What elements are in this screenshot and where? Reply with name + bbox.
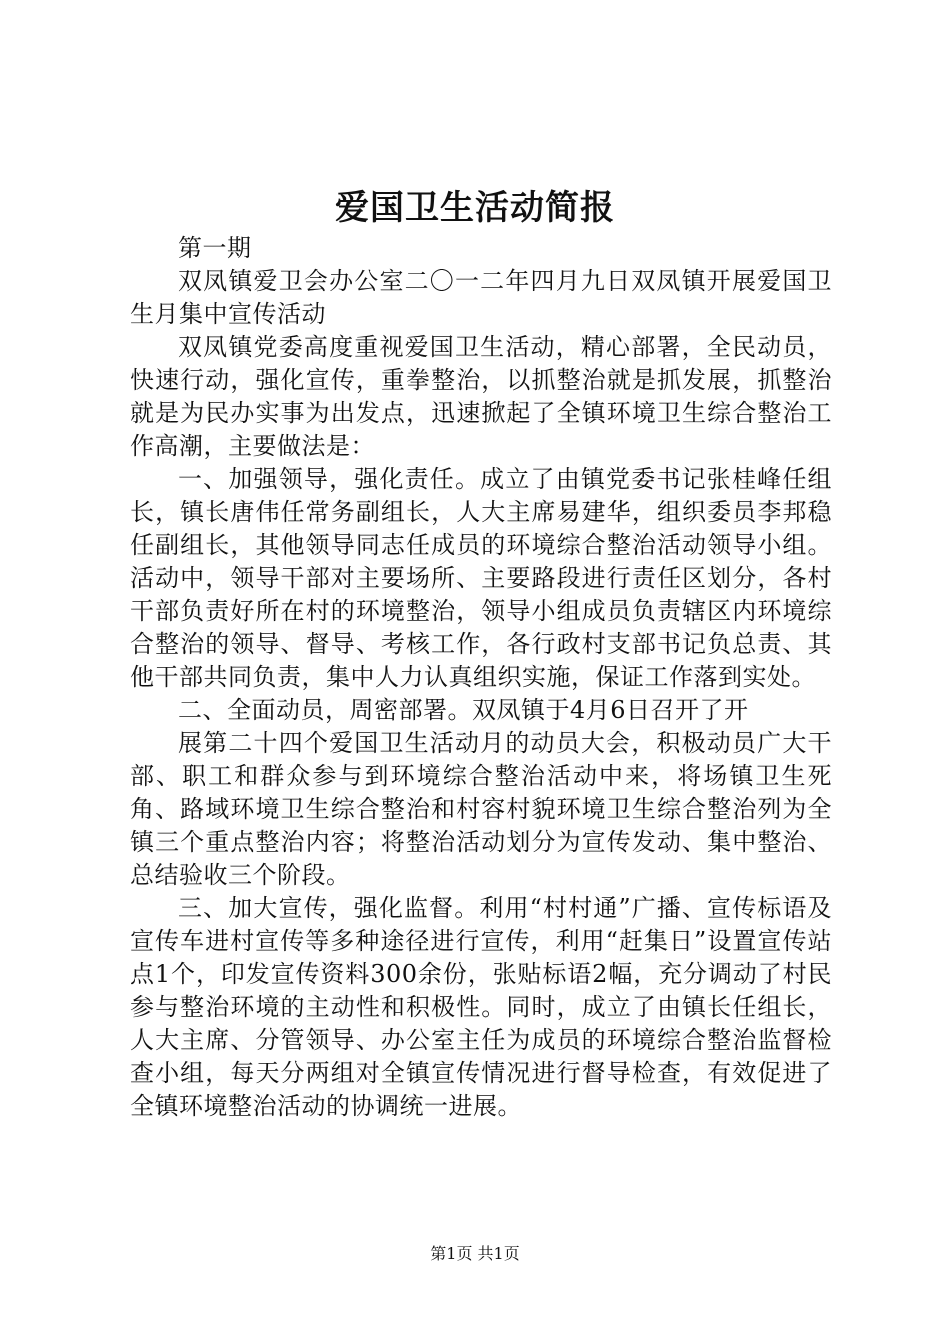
paragraph-section-1: 一、加强领导，强化责任。成立了由镇党委书记张桂峰任组长，镇长唐伟任常务副组长，人大主席易建华，组织委员李邦稳任副组长，其他领导同志任成员的环境综合整治活动领导小组。活动中，领导干部对主要场所、主要路段进行责任区划分，各村干部负责好所在村的环境整治，领导小组成员负责辖区内环境综合整治的领导、督导、考核工作，各行政村支部书记负总责、其他干部共同负责，集中人力认真组织实施，保证工作落到实处。: [130, 465, 832, 691]
paragraph-section-3: 三、加大宣传，强化监督。利用“村村通”广播、宣传标语及宣传车进村宣传等多种途径进行宣传，利用“赶集日”设置宣传站点1个，印发宣传资料300余份，张贴标语2幅，充分调动了村民参与整治环境的主动性和积极性。同时，成立了由镇长任组长，人大主席、分管领导、办公室主任为成员的环境综合整治监督检查小组，每天分两组对全镇宣传情况进行督导检查，有效促进了全镇环境整治活动的协调统一进展。: [130, 894, 832, 1120]
paragraph-intro: 双凤镇党委高度重视爱国卫生活动，精心部署，全民动员，快速行动，强化宣传，重拳整治，以抓整治就是抓发展，抓整治就是为民办实事为出发点，迅速掀起了全镇环境卫生综合整治工作高潮，主要做法是：: [130, 333, 832, 460]
document-title: 爱国卫生活动简报: [335, 188, 615, 228]
paragraph-section-2-body: 展第二十四个爱国卫生活动月的动员大会，积极动员广大干部、职工和群众参与到环境综合整治活动中来，将场镇卫生死角、路域环境卫生综合整治和村容村貌环境卫生综合整治列为全镇三个重点整治内容；将整治活动划分为宣传发动、集中整治、总结验收三个阶段。: [130, 729, 832, 889]
page-footer: 第1页 共1页: [430, 1244, 520, 1263]
issue-number: 第一期: [178, 234, 252, 262]
paragraph-header-line: 双凤镇爱卫会办公室二〇一二年四月九日双凤镇开展爱国卫生月集中宣传活动: [130, 267, 832, 328]
paragraph-section-2-heading: 二、全面动员，周密部署。双凤镇于4月6日召开了开: [178, 696, 749, 724]
document-body: [130, 232, 832, 1123]
